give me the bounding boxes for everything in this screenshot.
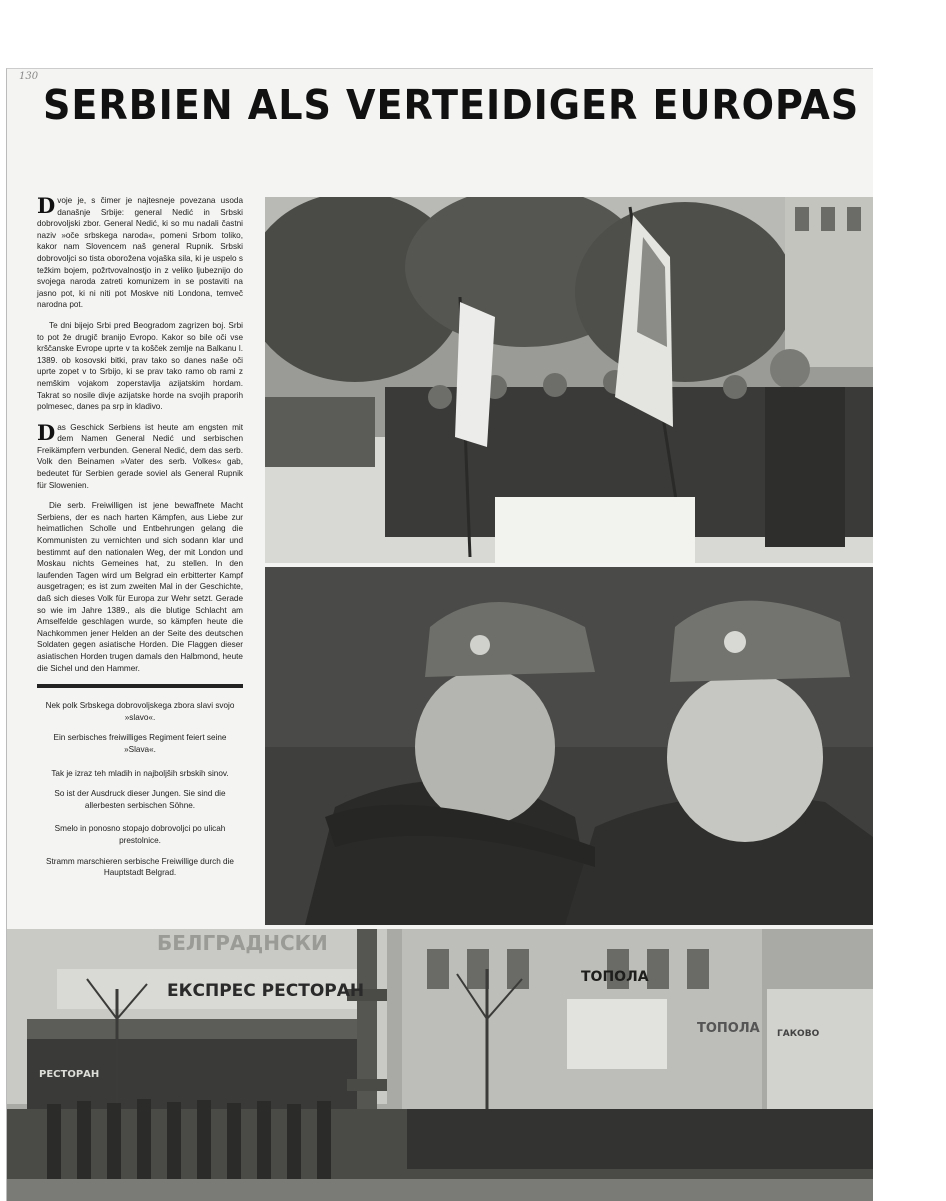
caption-1-german: Ein serbisches freiwilliges Regiment feiert seine »Slava«. [53,733,227,754]
sign-restaurant: РЕСТОРАН [39,1069,100,1080]
slovene-paragraph-2: Te dni bijejo Srbi pred Beogradom zagrizen boj. Srbi to pot že drugič branijo Evropo. Kakor so bile oči vse krščanske Evrope uprte v ta košček zemlje na Balkanu l. 1389. ob kosovski bitki, prav tako so danes naše oči uprte zopet v to Srbijo, ki se prav tako ramo ob rami z nemškim vojakom zoperstavlja azijatskim hordam. Takrat so nosile divje azijatske horde na svojih praporih polmesec, danes pa srp in kladivo. [37,320,243,412]
sign-top: БЕЛГРАДНСКИ [157,931,328,955]
article-text-column [37,195,243,888]
photo-soldiers-illustration [265,567,873,925]
photo-regiment-illustration [265,197,873,563]
column-rule [37,684,243,688]
caption-2-german: So ist der Ausdruck dieser Jungen. Sie sind die allerbesten serbischen Söhne. [54,789,226,810]
sign-shop: ГАКОВО [777,1029,820,1039]
caption-3-slovene: Smelo in ponosno stopajo dobrovoljci po ulicah prestolnice. [54,824,226,845]
photo-regiment-celebration [265,197,873,563]
dropcap-german: D [37,419,56,445]
sign-topola-front: ТОПОЛА [697,1021,760,1036]
slovene-paragraph-1: Dvoje je, s čimer je najtesneje povezana usoda današnje Srbije: general Nedić in Srbski dobrovoljski zbor. General Nedić, ki so mu nadali častni naziv »oče srbskega naroda«, pomeni Srbom toliko, kakor nam Slovencem naš general Rupnik. Srbski dobrovoljci so tista oborožena vojaška sila, ki je uspelo s težkim bojem, požrtvovalnostjo in z veliko ljubeznijo do svojega naroda zatreti komunizem in se postaviti na jasno pot, ki ni niti pot Moskve niti Londona, temveč narodna pot. [37,193,243,310]
caption-2-slovene: Tak je izraz teh mladih in najboljših srbskih sinov. [51,768,229,778]
german-paragraph-2: Die serb. Freiwilligen ist jene bewaffnete Macht Serbiens, der es nach harten Kämpfen, aus Liebe zur heimatlichen Scholle und Entbehrungen gelang die Kommunisten zu vernichten und sich sodann klar und bestimmt auf den nationalen Weg, der mit London und Moskau nichts Gemeines hat, zu stellen. In den laufenden Tagen wird um Belgrad ein erbitterter Kampf ausgetragen; es ist zum zweiten Mal in der Geschichte, daß sich dieses Volk für Europa zur Wehr setzt. Gerade so wie im Jahre 1389., als die blutige Schlacht am Amselfelde geschlagen wurde, so kämpfen heute die Nachkommen jener Helden an der Seite des deutschen Soldaten gegen asiatische Horden. Die Flaggen dieser asiatischen Horden trugen damals den Halbmond, heute die Sichel und den Hammer. [37,501,243,673]
dropcap-slovene: D [37,193,56,218]
headline: SERBIEN ALS VERTEIDIGER EUROPAS [43,81,860,129]
photo-two-soldiers [265,567,873,925]
sign-topola-upper: ТОПОЛА [581,969,649,985]
caption-3-german: Stramm marschieren serbische Freiwillige durch die Hauptstadt Belgrad. [46,856,234,878]
magazine-page [6,68,873,1201]
photo-marching-belgrade [7,929,873,1201]
sign-express-restaurant: ЕКСПРЕС РЕСТОРАН [167,981,365,1001]
photo-street-illustration [7,929,873,1201]
german-paragraph-1: Das Geschick Serbiens ist heute am engsten mit dem Namen General Nedić und serbischen Freikämpfern verbunden. General Nedić, dem das serb. Volk den Beinamen »Vater des serb. Volkes« gab, bedeutet für Serbien gerade soviel als General Rupnik für Slowenien. [37,419,243,490]
caption-1-slovene: Nek polk Srbskega dobrovoljskega zbora slavi svojo »slavo«. [45,701,235,722]
page-number: 130 [19,71,39,82]
